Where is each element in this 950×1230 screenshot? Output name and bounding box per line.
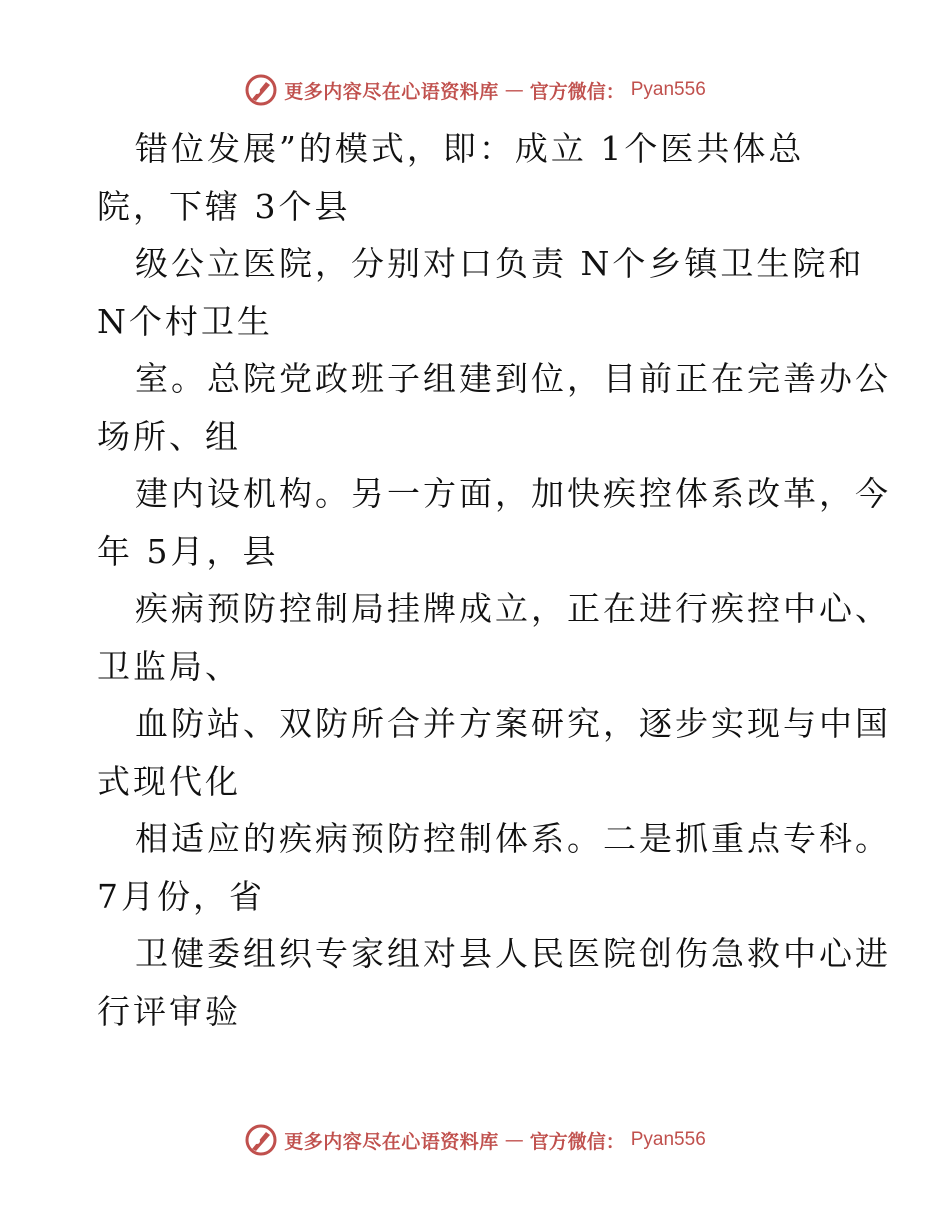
header-separator: — xyxy=(504,79,524,101)
header-wechat-id: Pyan556 xyxy=(630,79,706,100)
body-line: 建内设机构。另一方面，加快疾控体系改革，今 xyxy=(135,474,891,513)
body-line: 室。总院党政班子组建到位，目前正在完善办公 xyxy=(135,359,891,398)
body-line: 疾病预防控制局挂牌成立，正在进行疾控中心、 xyxy=(135,589,891,628)
body-line: 年 5月，县 xyxy=(97,531,279,571)
body-line: 级公立医院，分别对口负责 N个乡镇卫生院和 xyxy=(135,244,865,283)
quill-pen-logo-icon xyxy=(244,1123,278,1157)
body-line: 卫健委组织专家组对县人民医院创伤急救中心进 xyxy=(135,934,891,973)
document-body xyxy=(97,120,891,1040)
body-line: 血防站、双防所合并方案研究，逐步实现与中国 xyxy=(135,704,891,743)
header-wechat-label: 官方微信： xyxy=(529,80,625,103)
body-line: 式现代化 xyxy=(97,761,241,801)
body-line: 7月份，省 xyxy=(97,876,265,916)
header-slogan: 更多内容尽在心语资料库 xyxy=(284,80,499,103)
body-line: 相适应的疾病预防控制体系。二是抓重点专科。 xyxy=(135,819,891,858)
footer-wechat-id: Pyan556 xyxy=(630,1129,706,1150)
body-line: 场所、组 xyxy=(97,416,241,456)
body-line: N个村卫生 xyxy=(97,301,273,341)
body-line: 卫监局、 xyxy=(97,646,241,686)
body-line: 错位发展”的模式，即：成立 1个医共体总 xyxy=(135,129,805,168)
footer-slogan: 更多内容尽在心语资料库 xyxy=(284,1130,499,1153)
header-banner xyxy=(0,70,950,110)
body-line: 行评审验 xyxy=(97,991,241,1031)
footer-separator: — xyxy=(504,1129,524,1151)
footer-wechat-label: 官方微信： xyxy=(529,1130,625,1153)
footer-banner xyxy=(0,1120,950,1160)
quill-pen-logo-icon xyxy=(244,73,278,107)
body-line: 院，下辖 3个县 xyxy=(97,186,351,226)
